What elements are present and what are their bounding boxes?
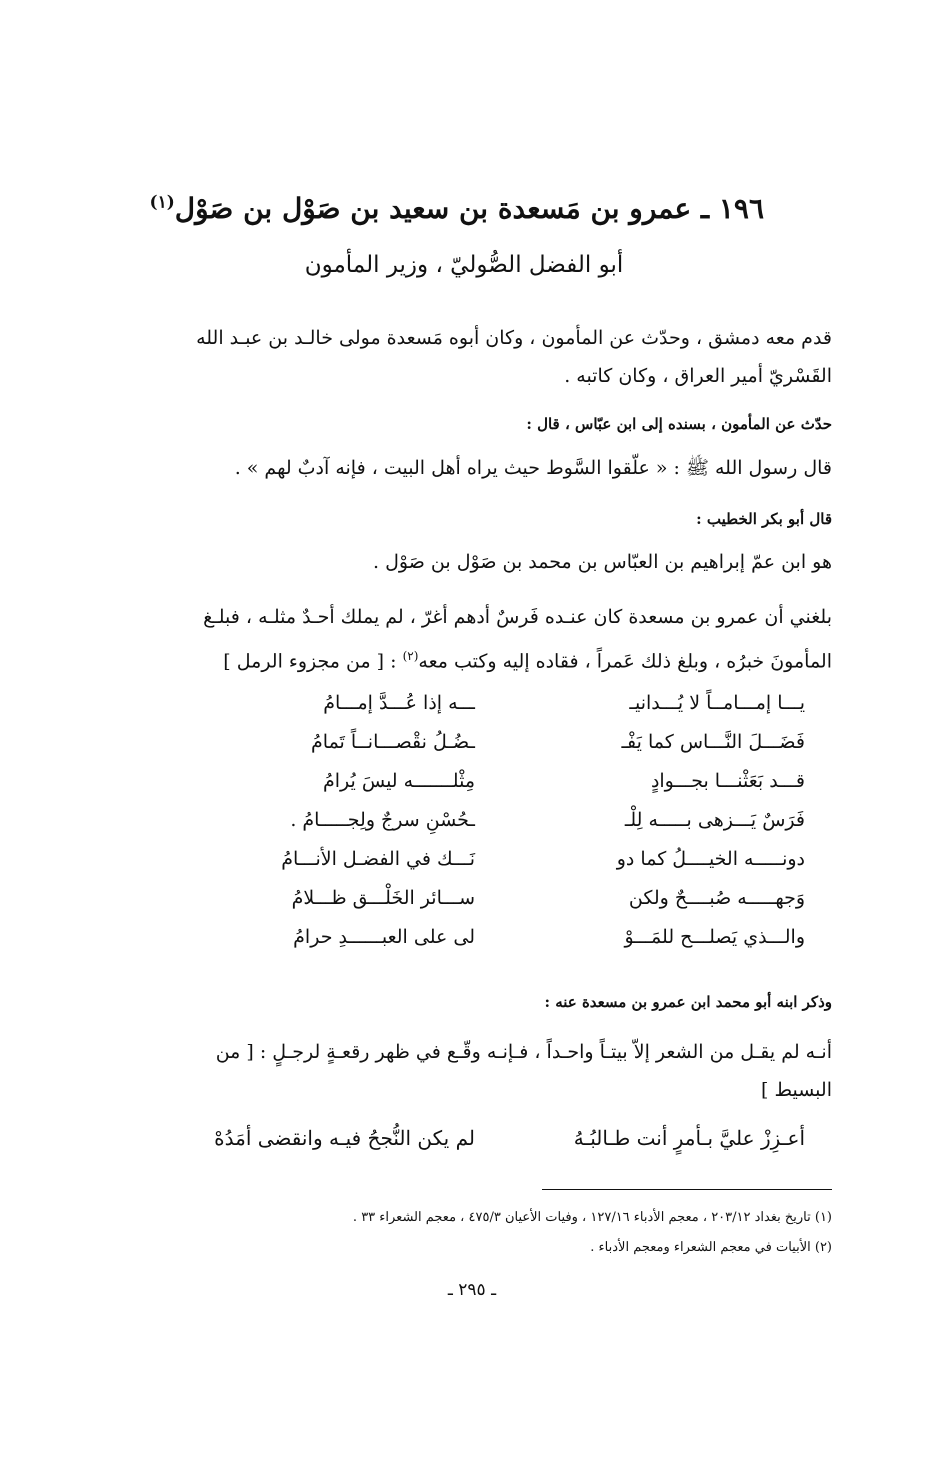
verse-row	[185, 1126, 805, 1165]
footnote-ref-1: (١)	[149, 192, 175, 213]
son-label: وذكر ابنه أبو محمد ابن عمرو بن مسعدة عنه :	[544, 993, 832, 1011]
footnote-2: (٢) الأبيات في معجم الشعراء ومعجم الأدباء .	[590, 1240, 832, 1255]
verse-first-hemistich: يـــا إمـــامــاً لا يُـــدانيـ	[629, 692, 805, 714]
footnote-divider	[542, 1189, 832, 1190]
verse-second-hemistich: ســـائر الخَلْـــق ظـــلامُ	[291, 887, 475, 909]
verse-first-hemistich: فَرَسٌ يَـــزهى بـــــه لِلْـ	[624, 809, 805, 831]
verse-second-hemistich: مِثْلـــــــه ليسَ يُرامُ	[323, 770, 475, 792]
verse-first-hemistich: والـــذي يَصلـــح للمَـــوْ	[624, 926, 805, 948]
entry-title	[149, 192, 764, 225]
verse-row	[185, 692, 805, 731]
page-number: ـ ٢٩٥ ـ	[447, 1280, 497, 1300]
verse-first-hemistich: دونـــــه الخيــــلُ كما دو	[616, 848, 805, 870]
verse-second-hemistich: لم يكن النُّجحُ فيـه وانقضى أمَدُهْ	[214, 1126, 475, 1150]
verse-row	[185, 848, 805, 887]
footnote-ref-2: (٢)	[402, 649, 419, 663]
khatib-text: هو ابن عمّ إبراهيم بن العبّاس بن محمد بن صَوْل بن صَوْل .	[373, 551, 832, 573]
verse-row	[185, 809, 805, 848]
verse-second-hemistich: ـحُسْنِ سرجٌ ولِجـــــامُ .	[290, 809, 475, 831]
verse-first-hemistich: قـــد بَعَثْنـــا بجـــوادٍ	[650, 770, 805, 792]
verse-row	[185, 731, 805, 770]
entry-subtitle: أبو الفضل الصُّوليّ ، وزير المأمون	[304, 252, 624, 278]
verse-first-hemistich: أعـزِزْ عليَّ بـأمرٍ أنت طـالبُـهُ	[573, 1126, 805, 1150]
verse-row	[185, 926, 805, 965]
intro-line-1: قدم معه دمشق ، وحدّث عن المأمون ، وكان أبوه مَسعدة مولى خالـد بن عبـد الله	[196, 327, 832, 349]
hadith-chain: حدّث عن المأمون ، بسنده إلى ابن عبّاس ، قال :	[526, 415, 832, 433]
intro-line-2: القَسْريّ أمير العراق ، وكان كاتبه .	[564, 365, 832, 387]
verse-first-hemistich: وَجهـــــه صُبــــحٌ ولكن	[628, 887, 805, 909]
story-line-1: بلغني أن عمرو بن مسعدة كان عنـده فَرسٌ أدهم أغرّ ، لم يملك أحـدٌ مثلـه ، فبلـغ	[203, 606, 832, 628]
verse-second-hemistich: ـضُـلُ نقْصـــانــاً تَمامُ	[311, 731, 475, 753]
poem-1	[185, 692, 805, 965]
verse-second-hemistich: لى على العبــــــدِ حرامُ	[293, 926, 475, 948]
verse-row	[185, 770, 805, 809]
verse-first-hemistich: فَضَـــلَ النَّـــاس كما يَفْـ	[621, 731, 805, 753]
meter-label: : [ من مجزوء الرمل ]	[223, 650, 403, 673]
entry-heading: ١٩٦ ـ عمرو بن مَسعدة بن سعيد بن صَوْل بن صَوْل	[174, 192, 764, 225]
story-line-2	[223, 636, 832, 681]
son-line-2: البسيط ]	[761, 1079, 832, 1101]
verse-row	[185, 887, 805, 926]
footnote-1: (١) تاريخ بغداد ٢٠٣/١٢ ، معجم الأدباء ١٢٧/١٦ ، وفيات الأعيان ٤٧٥/٣ ، معجم الشعراء ٣٣ .	[352, 1210, 832, 1225]
khatib-label: قال أبو بكر الخطيب :	[696, 510, 832, 528]
son-line-1: أنـه لم يقـل من الشعر إلاّ بيتـاً واحـداً ، فـإنـه وقّـع في ظهر رقعـةٍ لرجـلٍ : [ من	[215, 1041, 832, 1063]
verse-second-hemistich: ـــه إذا عُـــدَّ إمـــامُ	[323, 692, 475, 714]
poem-2	[185, 1126, 805, 1165]
verse-second-hemistich: نَـــك في الفضـل الأنـــامُ	[281, 848, 475, 870]
story-line-2-text: المأمونَ خبرُه ، وبلغ ذلك عَمراً ، فقاده إليه وكتب معه	[418, 650, 832, 673]
hadith-text: قال رسول الله ﷺ : « علّقوا السَّوط حيث يراه أهل البيت ، فإنه آدبٌ لهم » .	[234, 457, 832, 479]
